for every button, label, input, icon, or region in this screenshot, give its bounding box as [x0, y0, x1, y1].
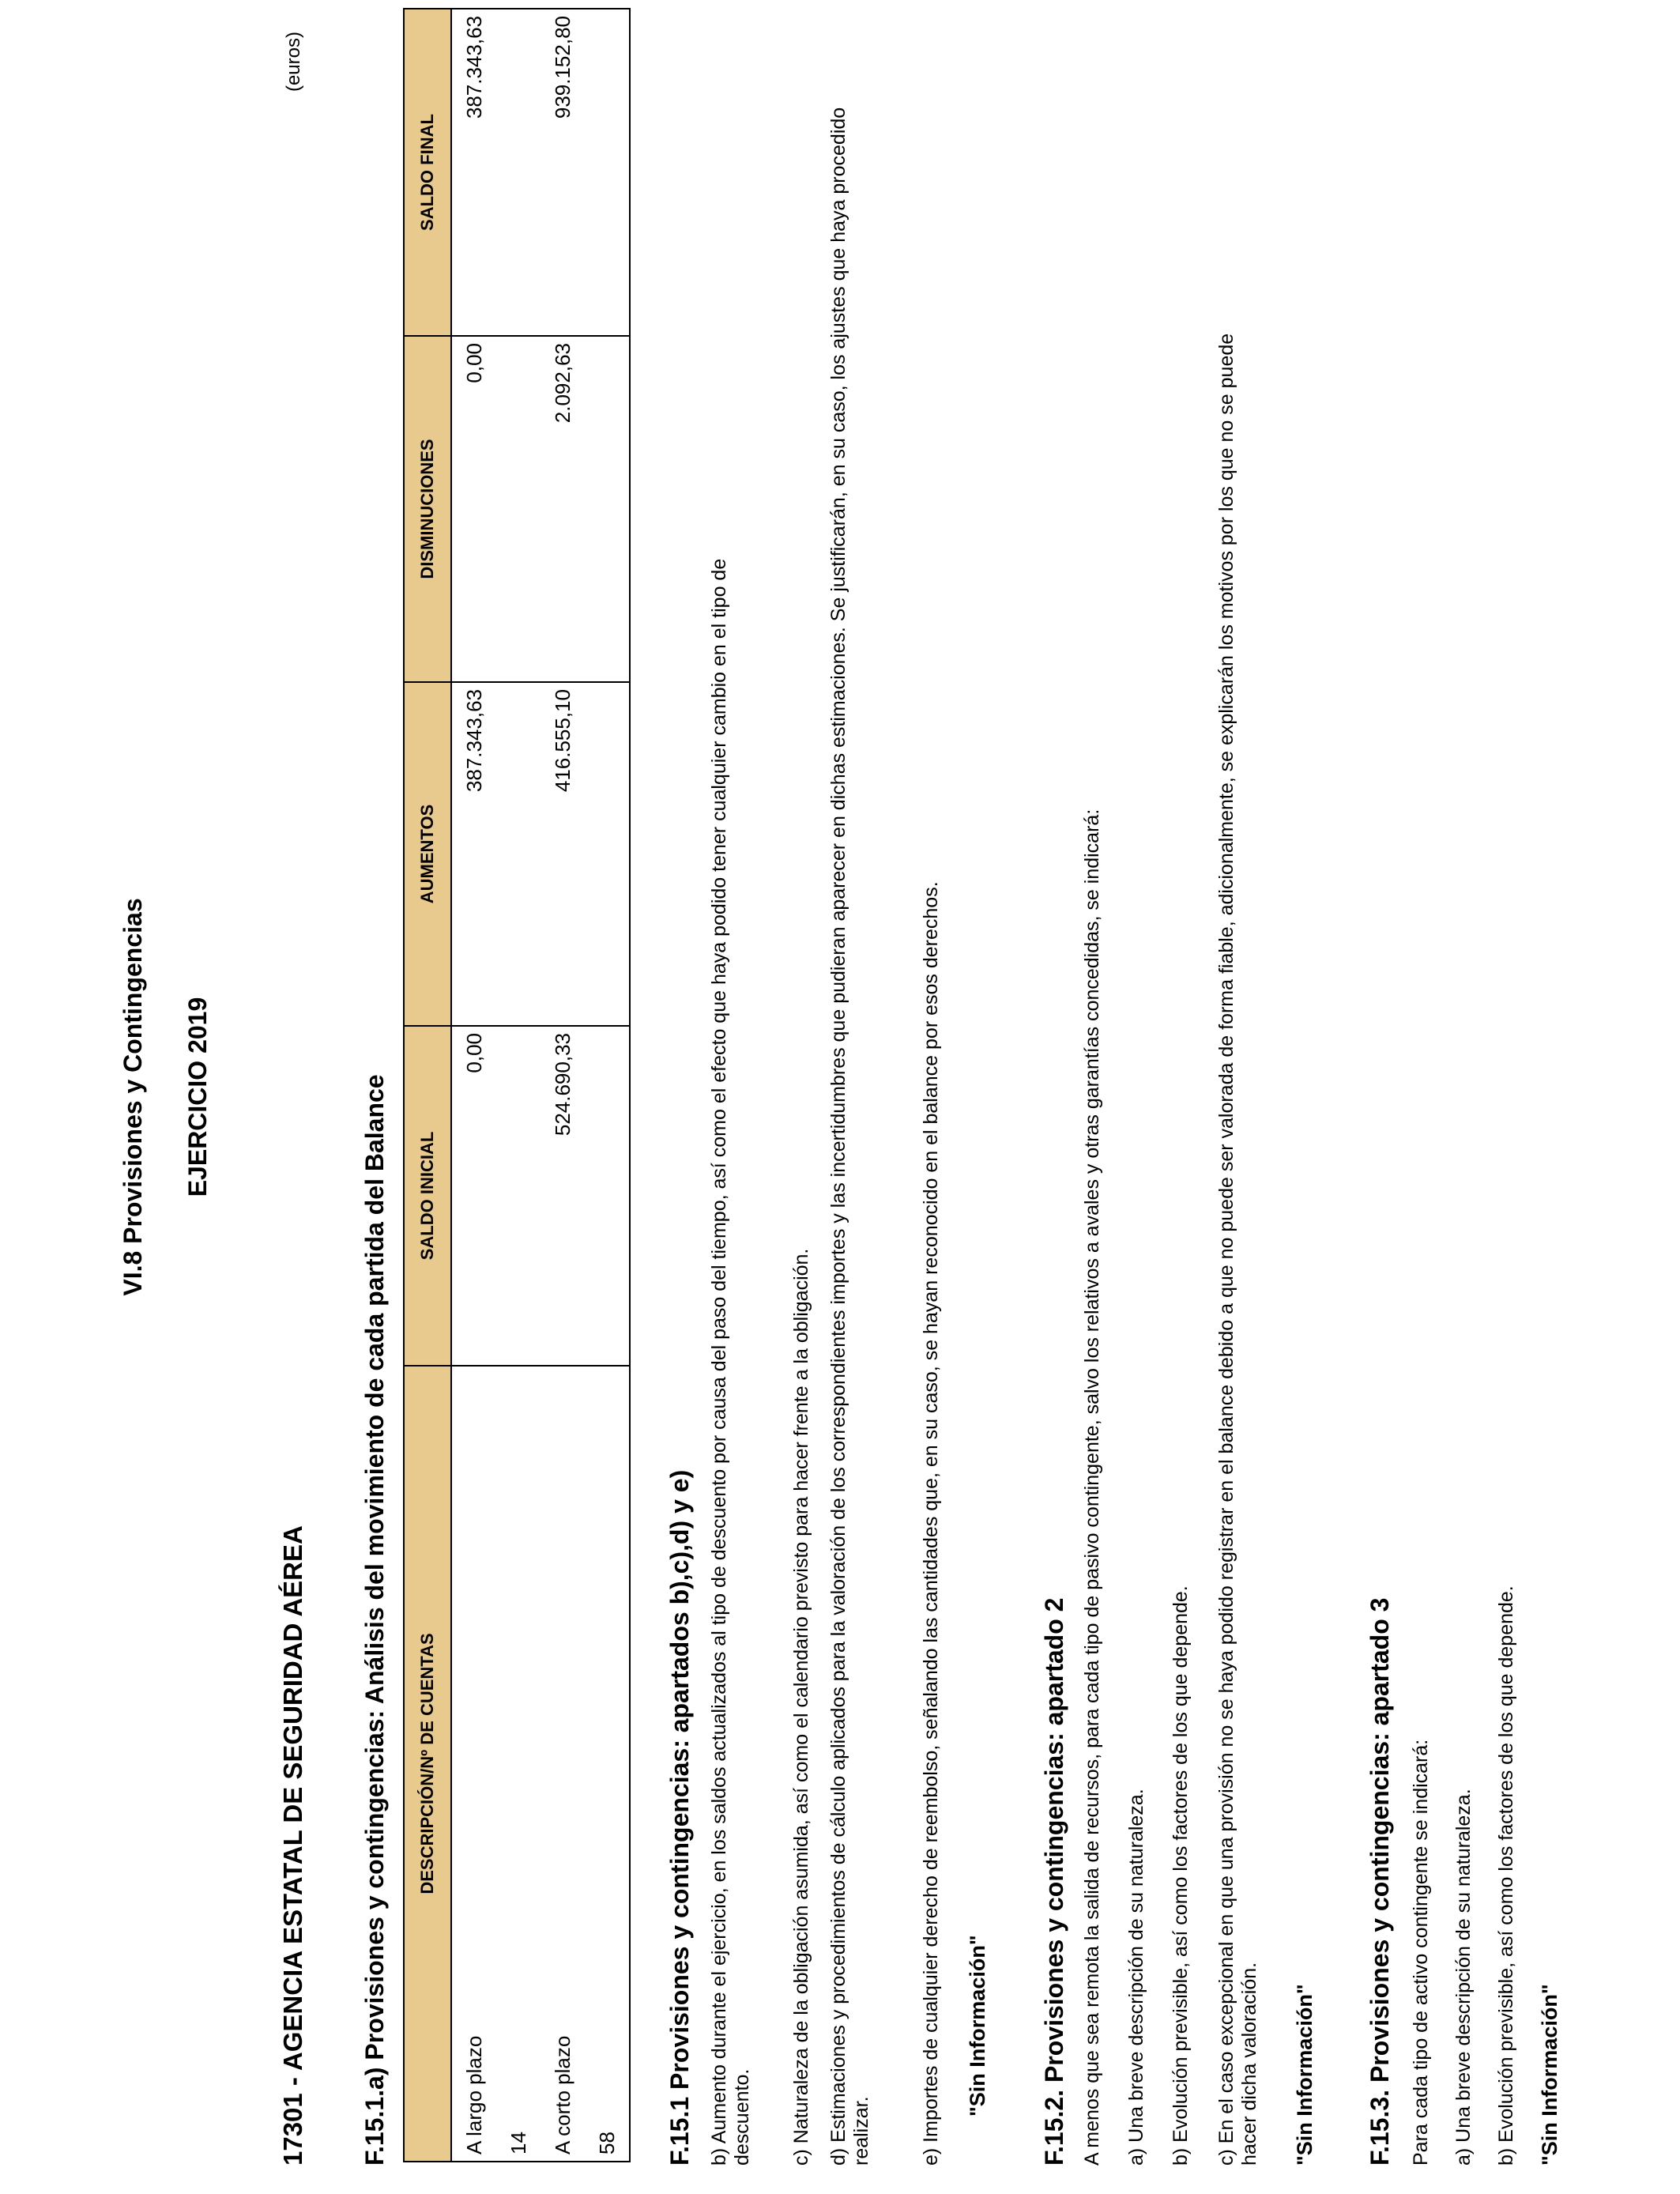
cell-saldo-inicial: 524.690,33 [541, 1026, 585, 1366]
row-account: 58 [585, 1366, 630, 2162]
table-section-title: F.15.1.a) Provisiones y contingencias: Análisis del movimiento de cada partida del Balance [360, 1074, 389, 2166]
f152-intro: A menos que sea remota la salida de recursos, para cada tipo de pasivo contingente, salvo los relativos a avales y otras garantías concedidas, se indicará: [1081, 809, 1103, 2166]
entity-name: 17301 - AGENCIA ESTATAL DE SEGURIDAD AÉREA [278, 1525, 307, 2166]
f151-sin-informacion: "Sin Información" [966, 1935, 989, 2117]
f151-e: e) Importes de cualquier derecho de reembolso, señalando las cantidades que, en su caso, se hayan reconocido en el balance por esos derechos. [920, 881, 942, 2166]
f152-sin-informacion: "Sin Información" [1293, 1984, 1317, 2166]
f151-c: c) Naturaleza de la obligación asumida, así como el calendario previsto para hacer frente a la obligación. [790, 1248, 812, 2166]
f153-title: F.15.3. Provisiones y contingencias: apartado 3 [1365, 1597, 1394, 2166]
col-header-aumentos: AUMENTOS [404, 682, 451, 1026]
f151-title: F.15.1 Provisiones y contingencias: apartados b),c),d) y e) [665, 1469, 694, 2166]
f151-b: b) Aumento durante el ejercicio, en los saldos actualizados al tipo de descuento por causa del paso del tiempo, así como el efecto que haya podido tener cualquier cambio en el tipo de descuento. [708, 558, 753, 2166]
cell-disminuciones: 0,00 [451, 336, 496, 682]
row-label: A largo plazo [451, 1366, 496, 2162]
units-label: (euros) [283, 32, 304, 92]
f152-c: c) En el caso excepcional en que una provisión no se haya podido registrar en el balance debido a que no puede ser valorada de forma fiable, adicionalmente, se explicarán los motivos por los que no se puede hacer dicha valoración. [1215, 333, 1260, 2166]
cell-disminuciones: 2.092,63 [541, 336, 585, 682]
f153-b: b) Evolución previsible, así como los factores de los que depende. [1495, 1585, 1517, 2166]
col-header-saldo-final: SALDO FINAL [404, 9, 451, 336]
cell-aumentos: 416.555,10 [541, 682, 585, 1026]
col-header-description: DESCRIPCIÓN/Nº DE CUENTAS [404, 1366, 451, 2162]
table-row [451, 9, 496, 2162]
f152-title: F.15.2. Provisiones y contingencias: apartado 2 [1040, 1597, 1068, 2166]
cell-aumentos: 387.343,63 [451, 682, 496, 1026]
movement-table [403, 8, 631, 2162]
table-row [541, 9, 585, 2162]
row-label: A corto plazo [541, 1366, 585, 2162]
col-header-disminuciones: DISMINUCIONES [404, 336, 451, 682]
table-row-account [496, 9, 541, 2162]
cell-saldo-final: 387.343,63 [451, 9, 496, 336]
table-header-row [404, 9, 451, 2162]
page-title: VI.8 Provisiones y Contingencias [119, 898, 147, 1296]
cell-saldo-inicial: 0,00 [451, 1026, 496, 1366]
f152-b: b) Evolución previsible, así como los factores de los que depende. [1170, 1585, 1192, 2166]
row-account: 14 [496, 1366, 541, 2162]
f152-a: a) Una breve descripción de su naturaleza. [1125, 1789, 1147, 2166]
cell-saldo-final: 939.152,80 [541, 9, 585, 336]
f153-intro: Para cada tipo de activo contingente se indicará: [1410, 1739, 1432, 2166]
table-row-account [585, 9, 630, 2162]
f153-sin-informacion: "Sin Información" [1538, 1984, 1561, 2166]
col-header-saldo-inicial: SALDO INICIAL [404, 1026, 451, 1366]
f153-a: a) Una breve descripción de su naturaleza. [1452, 1789, 1475, 2166]
f151-d: d) Estimaciones y procedimientos de cálculo aplicados para la valoración de los correspondientes importes y las incertidumbres que pudieran aparecer en dichas estimaciones. Se justificarán, en su caso, los ajustes que haya procedido realizar. [827, 107, 872, 2166]
page-subtitle: EJERCICIO 2019 [183, 997, 212, 1197]
